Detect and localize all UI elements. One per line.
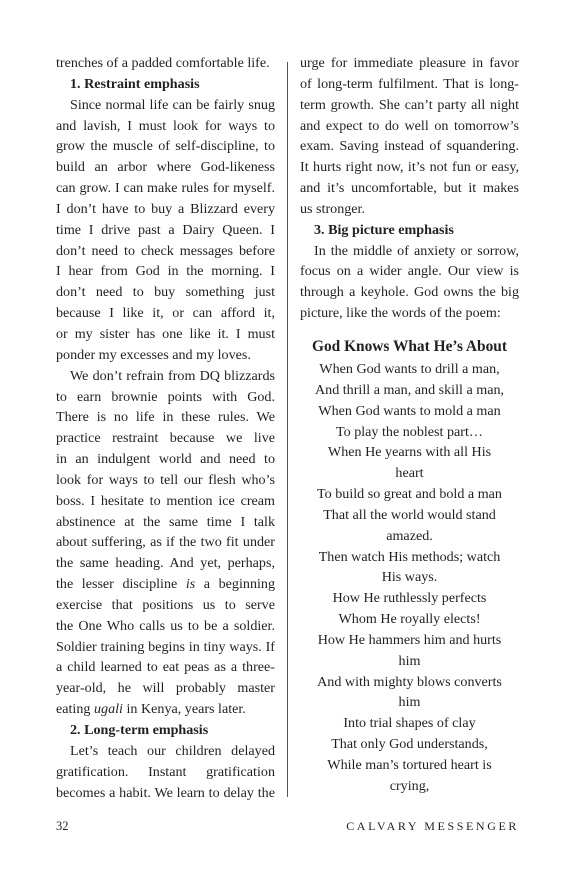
body-line: focus on a wider angle. Our view is xyxy=(300,263,519,280)
poem xyxy=(300,359,519,797)
poem-line: While man’s tortured heart is xyxy=(327,757,492,773)
section-heading: 2. Long-term emphasis xyxy=(70,722,209,738)
body-line: because I like it, or can afford it, xyxy=(56,305,275,322)
body-line: In the middle of anxiety or sorrow, xyxy=(314,242,519,259)
poem-line: him xyxy=(398,652,421,669)
body-line: I don’t have to buy a Blizzard every xyxy=(56,200,275,217)
body-line: and expect to do well on tomorrow’s xyxy=(300,117,519,134)
body-line: build an arbor where God-likeness xyxy=(56,159,275,176)
body-line: can grow. I can make rules for myself. xyxy=(56,180,275,197)
body-line: a child learned to eat peas as a three- xyxy=(56,659,275,676)
body-line: look for ways to tell our flesh who’s xyxy=(56,471,275,488)
body-line: boss. I hesitate to mention ice cream xyxy=(56,492,275,509)
page-number: 32 xyxy=(56,819,69,833)
column-divider xyxy=(287,62,288,797)
poem-line: To build so great and bold a man xyxy=(317,486,502,503)
body-line: and lavish, I must look for ways to xyxy=(56,117,275,134)
body-line: exercise that positions us to serve xyxy=(56,596,275,613)
body-line: the same heading. And yet, perhaps, xyxy=(56,555,275,572)
poem-line: How He ruthlessly perfects xyxy=(332,590,487,607)
body-line: exam. Saving instead of squandering. xyxy=(300,138,519,155)
body-line: year-old, he will probably master xyxy=(56,680,275,697)
poem-line: Then watch His methods; watch xyxy=(318,548,501,565)
poem-line: When God wants to drill a man, xyxy=(319,360,500,377)
poem-line: That only God understands, xyxy=(331,736,488,753)
body-line: gratification. Instant gratification xyxy=(56,763,275,780)
poem-line: And with mighty blows converts xyxy=(317,673,502,690)
body-line: and it’s uncomfortable, but it makes xyxy=(300,180,519,197)
section-heading: 1. Restraint emphasis xyxy=(70,75,200,92)
body-line: I hear from God in the morning. I xyxy=(56,263,275,280)
body-line: don’t need to check messages before xyxy=(56,242,275,259)
poem-line: When God wants to mold a man xyxy=(318,402,501,419)
section-heading: 3. Big picture emphasis xyxy=(314,221,454,238)
body-line: Let’s teach our children delayed xyxy=(70,742,275,759)
poem-line: amazed. xyxy=(386,527,433,544)
poem-line: How He hammers him and hurts xyxy=(317,631,502,648)
body-line: about suffering, as if the two fit under xyxy=(56,534,275,551)
poem-line: And thrill a man, and skill a man, xyxy=(314,381,505,398)
body-line: to earn brownie points with God. xyxy=(56,388,275,405)
body-line: in an indulgent world and need to xyxy=(56,451,275,468)
body-line: or my sister has one like it. I must xyxy=(56,325,275,342)
body-line: ponder my excesses and my loves. xyxy=(56,346,251,363)
body-line: us stronger. xyxy=(300,200,365,217)
left-column xyxy=(56,53,275,803)
body-line: It hurts right now, it’s not fun or easy, xyxy=(300,159,519,176)
body-line: becomes a habit. We learn to delay the xyxy=(56,784,275,801)
body-line: time I drive past a Dairy Queen. I xyxy=(56,221,275,238)
right-column xyxy=(300,53,519,797)
body-line: picture, like the words of the poem: xyxy=(300,305,501,322)
poem-line: His ways. xyxy=(381,569,438,586)
body-line: We don’t refrain from DQ blizzards xyxy=(70,367,275,384)
poem-line: him xyxy=(398,694,421,711)
emphasis: ugali xyxy=(93,701,123,718)
poem-title: God Knows What He’s About xyxy=(312,337,507,355)
body-line: the lesser discipline is a beginning xyxy=(56,576,275,593)
poem-line: crying, xyxy=(389,777,430,794)
body-line: Since normal life can be fairly snug xyxy=(70,96,275,113)
body-line: eating ugali in Kenya, years later. xyxy=(56,701,246,718)
poem-line: That all the world would stand xyxy=(323,506,496,523)
body-line: There is no life in these rules. We xyxy=(56,409,275,426)
emphasis: is xyxy=(185,576,196,593)
running-head: CALVARY MESSENGER xyxy=(346,819,519,833)
poem-line: heart xyxy=(395,465,424,482)
poem-line: When He yearns with all His xyxy=(327,444,492,461)
body-line: grow the muscle of self-discipline, to xyxy=(56,138,275,155)
body-line: abstinence at the same time I talk xyxy=(56,513,275,530)
body-line: practice restraint because we live xyxy=(56,430,275,447)
body-line: Soldier training begins in tiny ways. If xyxy=(56,638,275,655)
body-line: trenches of a padded comfortable life. xyxy=(56,55,270,71)
body-line: term growth. She can’t party all night xyxy=(300,96,519,113)
body-line: urge for immediate pleasure in favor xyxy=(300,55,519,71)
body-line: don’t need to buy something just xyxy=(56,284,275,301)
body-line: of long-term fulfilment. That is long- xyxy=(300,75,519,92)
poem-line: To play the noblest part… xyxy=(336,423,483,440)
poem-line: Into trial shapes of clay xyxy=(343,715,476,732)
body-line: the One Who calls us to be a soldier. xyxy=(56,617,275,634)
body-line: through a keyhole. God owns the big xyxy=(300,284,519,301)
poem-line: Whom He royally elects! xyxy=(338,611,481,628)
